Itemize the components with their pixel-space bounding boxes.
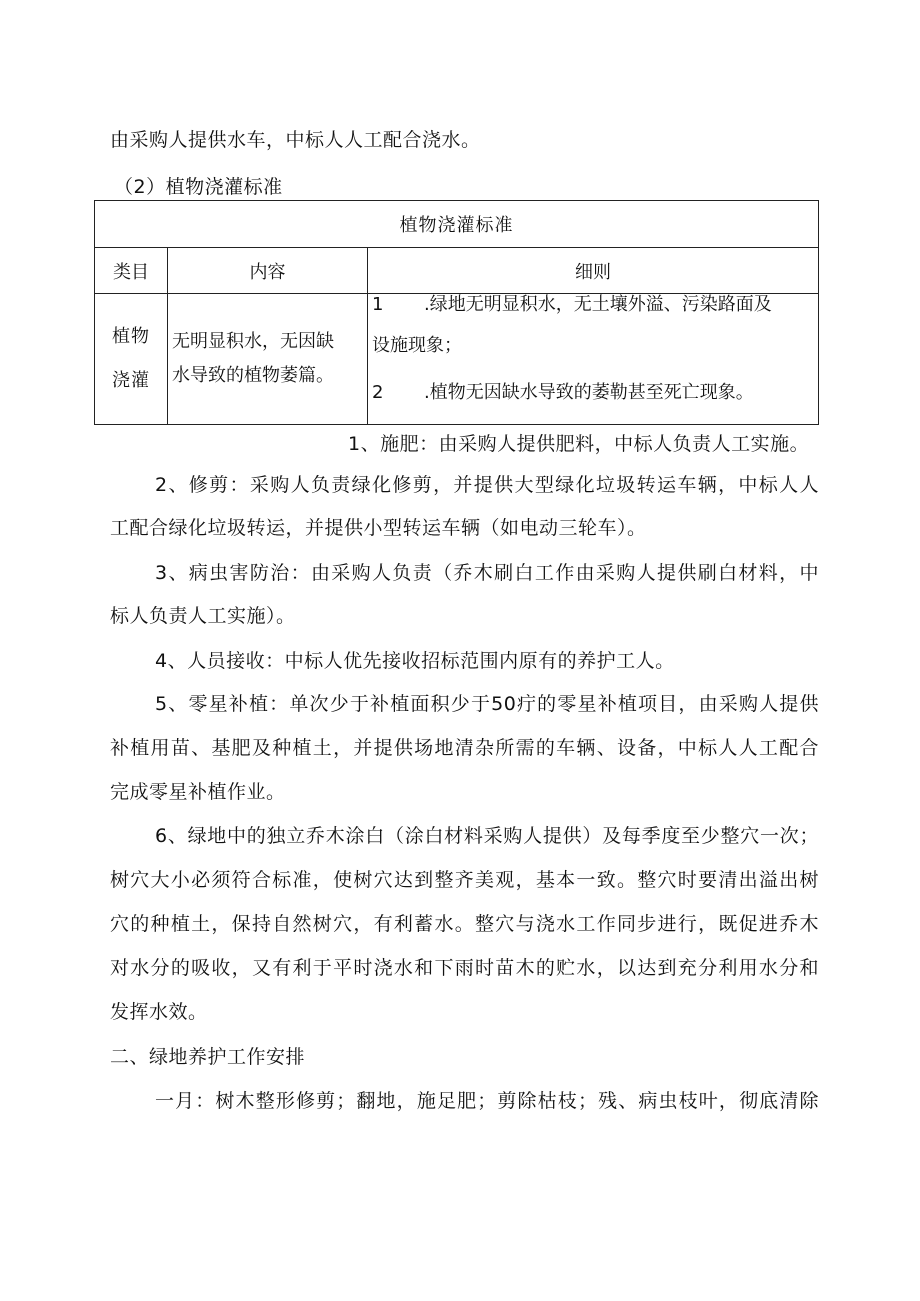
paragraph-tree-whitewash-cont: 穴的种植土，保持自然树穴，有利蓄水。整穴与浇水工作同步进行，既促进乔木	[110, 913, 819, 935]
table-title: 植物浇灌标准	[95, 201, 819, 248]
content-cell	[168, 294, 368, 425]
paragraph-pest-control-cont: 标人负责人工实施）。	[110, 605, 296, 627]
paragraph-replanting-cont: 补植用苗、基肥及种植土，并提供场地清杂所需的车辆、设备，中标人人工配合	[110, 737, 819, 759]
header-content: 内容	[168, 248, 368, 294]
detail-cell	[368, 294, 819, 425]
section-heading-2: 二、绿地养护工作安排	[110, 1046, 306, 1068]
irrigation-standard-table	[94, 200, 819, 425]
paragraph-pest-control: 3、病虫害防治：由采购人负责（乔木刷白工作由采购人提供刷白材料，中	[155, 562, 819, 584]
schedule-january: 一月：树木整形修剪；翻地，施足肥；剪除枯枝；残、病虫枝叶，彻底清除	[155, 1090, 819, 1112]
detail-item	[372, 292, 816, 318]
section-heading: （2）植物浇灌标准	[114, 176, 283, 198]
detail-text: .植物无因缺水导致的萎勒甚至死亡现象。	[424, 382, 754, 403]
detail-text: .绿地无明显积水，无土壤外溢、污染路面及	[424, 294, 772, 315]
paragraph-tree-whitewash-cont: 发挥水效。	[110, 1001, 208, 1023]
paragraph-tree-whitewash-cont: 对水分的吸收，又有利于平时浇水和下雨时苗木的贮水，以达到充分利用水分和	[110, 957, 819, 979]
paragraph-tree-whitewash-cont: 树穴大小必须符合标准，使树穴达到整齐美观，基本一致。整穴时要清出溢出树	[110, 869, 819, 891]
paragraph-pruning-cont: 工配合绿化垃圾转运，并提供小型转运车辆（如电动三轮车）。	[110, 517, 647, 539]
detail-continuation: 设施现象；	[372, 335, 462, 356]
detail-number: 1	[372, 294, 384, 315]
category-cell	[95, 294, 168, 425]
paragraph-replanting-cont: 完成零星补植作业。	[110, 781, 286, 803]
header-category: 类目	[95, 248, 168, 294]
paragraph-staff-intake: 4、人员接收：中标人优先接收招标范围内原有的养护工人。	[155, 650, 675, 672]
content-line: 无明显积水，无因缺	[172, 331, 334, 352]
intro-line: 由采购人提供水车，中标人人工配合浇水。	[110, 129, 481, 151]
paragraph-fertilizing: 1、施肥：由采购人提供肥料，中标人负责人工实施。	[348, 433, 810, 455]
detail-item	[372, 380, 816, 406]
content-line: 水导致的植物萎篇。	[172, 365, 334, 386]
detail-number: 2	[372, 382, 384, 403]
paragraph-replanting: 5、零星补植：单次少于补植面积少于50疔的零星补植项目，由采购人提供	[155, 693, 819, 715]
category-line: 浇灌	[112, 370, 150, 391]
paragraph-pruning: 2、修剪：采购人负责绿化修剪，并提供大型绿化垃圾转运车辆，中标人人	[155, 474, 819, 496]
header-detail: 细则	[368, 248, 819, 294]
category-line: 植物	[112, 326, 150, 347]
paragraph-tree-whitewash: 6、绿地中的独立乔木涂白（涂白材料采购人提供）及每季度至少整穴一次；	[155, 825, 819, 847]
